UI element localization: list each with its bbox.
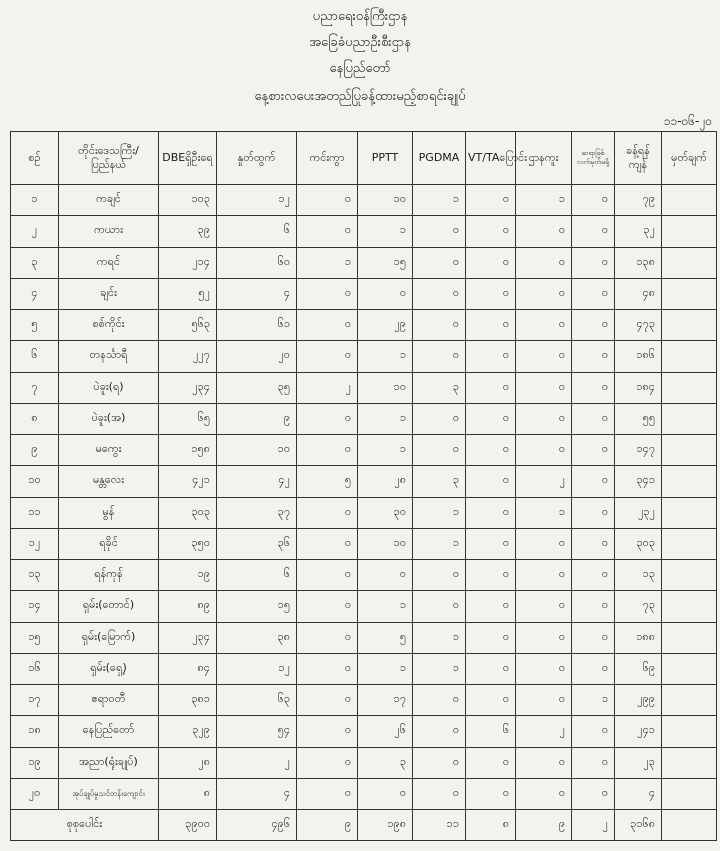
cell-resign: ၃၆ (217, 528, 297, 559)
cell-absent: ၀ (297, 528, 358, 559)
col-header-dbe: DBEရှိဦးရေ (159, 132, 217, 185)
cell-region: အညာ(ရုံးချုပ်) (59, 747, 159, 778)
cell-remark (662, 247, 717, 278)
cell-resign: ၆ (217, 216, 297, 247)
cell-vtta: ၀ (466, 278, 516, 309)
cell-remark (662, 653, 717, 684)
cell-vtta: ၀ (466, 622, 516, 653)
table-row (11, 278, 717, 309)
cell-resign: ၃၅ (217, 372, 297, 403)
cell-vtta: ၀ (466, 372, 516, 403)
cell-pptt: ၁၇ (358, 685, 413, 716)
cell-remark (662, 528, 717, 559)
cell-no: ၁၉ (11, 747, 59, 778)
cell-absent: ၅ (297, 466, 358, 497)
cell-no: ၁၇ (11, 685, 59, 716)
cell-transfer: ၀ (516, 435, 572, 466)
cell-pptt: ၁၀ (358, 185, 413, 216)
cell-transfer: ၀ (516, 403, 572, 434)
table-row (11, 341, 717, 372)
cell-remain: ၃၀၃ (615, 528, 662, 559)
cell-transfer: ၀ (516, 216, 572, 247)
cell-absent: ၀ (297, 560, 358, 591)
cell-transfer: ၀ (516, 247, 572, 278)
cell-pgdma: ၀ (413, 747, 466, 778)
table-row (11, 435, 717, 466)
cell-remain: ၄၇၃ (615, 310, 662, 341)
col-header-no: စဉ် (11, 132, 59, 185)
cell-transfer: ၀ (516, 591, 572, 622)
cell-region: အုပ်ချုပ်မှုသင်တန်းကျောင်း (59, 778, 159, 809)
total-absent: ၉ (297, 810, 358, 841)
table-row (11, 591, 717, 622)
cell-no-cert: ၀ (572, 247, 615, 278)
cell-remark (662, 560, 717, 591)
table-row (11, 372, 717, 403)
cell-remain: ၄ (615, 778, 662, 809)
cell-pgdma: ၀ (413, 716, 466, 747)
cell-vtta: ၀ (466, 247, 516, 278)
cell-region: ပဲခူး(ရ) (59, 372, 159, 403)
table-header-row (11, 132, 717, 185)
cell-remain: ၆၉ (615, 653, 662, 684)
cell-no-cert: ၀ (572, 341, 615, 372)
cell-no-cert: ၀ (572, 310, 615, 341)
table-row (11, 685, 717, 716)
cell-pgdma: ၀ (413, 778, 466, 809)
cell-absent: ၀ (297, 403, 358, 434)
cell-pptt: ၃ (358, 747, 413, 778)
cell-no-cert: ၀ (572, 372, 615, 403)
department-title: အခြေခံပညာဦးစီးဌာန (309, 35, 411, 50)
cell-resign: ၁၅ (217, 591, 297, 622)
cell-dbe: ၂၁၄ (159, 247, 217, 278)
cell-remain: ၃၄၁ (615, 466, 662, 497)
cell-pptt: ၁ (358, 653, 413, 684)
cell-transfer: ၀ (516, 310, 572, 341)
total-dbe: ၃၉၀၀ (159, 810, 217, 841)
cell-transfer: ၂ (516, 716, 572, 747)
cell-no: ၂ (11, 216, 59, 247)
cell-dbe: ၃၈၁ (159, 685, 217, 716)
cell-remark (662, 310, 717, 341)
table-body (11, 185, 717, 810)
cell-pgdma: ၁ (413, 497, 466, 528)
table-row (11, 216, 717, 247)
cell-dbe: ၁၀၃ (159, 185, 217, 216)
total-label: စုစုပေါင်း (11, 810, 159, 841)
cell-region: နေပြည်တော် (59, 716, 159, 747)
cell-transfer: ၀ (516, 685, 572, 716)
cell-transfer: ၁ (516, 185, 572, 216)
cell-no: ၅ (11, 310, 59, 341)
cell-pgdma: ၀ (413, 435, 466, 466)
cell-remain: ၄၈ (615, 278, 662, 309)
cell-region: ပဲခူး(အ) (59, 403, 159, 434)
cell-transfer: ၂ (516, 466, 572, 497)
cell-pptt: ၀ (358, 278, 413, 309)
total-remain: ၃၁၆၈ (615, 810, 662, 841)
cell-remark (662, 435, 717, 466)
cell-absent: ၀ (297, 653, 358, 684)
cell-dbe: ၈၉ (159, 591, 217, 622)
total-pgdma: ၁၁ (413, 810, 466, 841)
cell-region: ရှမ်း(မြောက်) (59, 622, 159, 653)
cell-no-cert: ၀ (572, 278, 615, 309)
cell-pgdma: ၀ (413, 216, 466, 247)
cell-pptt: ၀ (358, 778, 413, 809)
cell-remain: ၁၈၄ (615, 372, 662, 403)
cell-absent: ၀ (297, 622, 358, 653)
cell-pptt: ၁ (358, 216, 413, 247)
total-remark (662, 810, 717, 841)
col-header-resign: နှုတ်ထွက် (217, 132, 297, 185)
col-header-remark: မှတ်ချက် (662, 132, 717, 185)
cell-dbe: ၂၈ (159, 747, 217, 778)
cell-dbe: ၅၂ (159, 278, 217, 309)
document-title: နေ့စားလပေးအတည်ပြုခန့်ထားမည့်စာရင်းချုပ် (254, 89, 466, 104)
cell-transfer: ၀ (516, 747, 572, 778)
col-header-transfer: ဌာနကူး (516, 132, 572, 185)
cell-remain: ၁၄၇ (615, 435, 662, 466)
cell-remark (662, 341, 717, 372)
cell-no-cert: ၀ (572, 403, 615, 434)
table-row (11, 185, 717, 216)
cell-vtta: ၀ (466, 216, 516, 247)
col-header-pptt: PPTT (358, 132, 413, 185)
cell-resign: ၅၄ (217, 716, 297, 747)
cell-pgdma: ၁ (413, 622, 466, 653)
ministry-title: ပညာရေးဝန်ကြီးဌာန (312, 9, 408, 24)
cell-remark (662, 685, 717, 716)
cell-absent: ၀ (297, 778, 358, 809)
cell-no: ၁၁ (11, 497, 59, 528)
cell-remain: ၁၃ (615, 560, 662, 591)
cell-absent: ၀ (297, 497, 358, 528)
cell-pptt: ၀ (358, 560, 413, 591)
cell-remark (662, 747, 717, 778)
cell-remain: ၇၃ (615, 591, 662, 622)
cell-remark (662, 372, 717, 403)
cell-resign: ၁၂ (217, 653, 297, 684)
cell-pgdma: ၀ (413, 278, 466, 309)
cell-remark (662, 278, 717, 309)
cell-absent: ၀ (297, 278, 358, 309)
cell-vtta: ၀ (466, 528, 516, 559)
total-row (11, 810, 717, 841)
cell-remark (662, 185, 717, 216)
cell-no: ၁၆ (11, 653, 59, 684)
cell-no: ၃ (11, 247, 59, 278)
cell-dbe: ၂၃၄ (159, 622, 217, 653)
cell-vtta: ၀ (466, 341, 516, 372)
cell-no: ၆ (11, 341, 59, 372)
cell-region: တနင်္သာရီ (59, 341, 159, 372)
cell-pgdma: ၀ (413, 685, 466, 716)
total-no-cert: ၂ (572, 810, 615, 841)
cell-no-cert: ၀ (572, 560, 615, 591)
cell-resign: ၆ (217, 560, 297, 591)
cell-absent: ၂ (297, 372, 358, 403)
cell-no-cert: ၀ (572, 435, 615, 466)
cell-transfer: ၀ (516, 778, 572, 809)
cell-dbe: ၅၆၃ (159, 310, 217, 341)
cell-remain: ၅၅ (615, 403, 662, 434)
col-header-absent: ကင်းကွာ (297, 132, 358, 185)
cell-remark (662, 622, 717, 653)
summary-table (10, 131, 717, 841)
cell-no: ၄ (11, 278, 59, 309)
cell-no-cert: ၀ (572, 747, 615, 778)
cell-vtta: ၀ (466, 778, 516, 809)
cell-no: ၁၂ (11, 528, 59, 559)
cell-pptt: ၁၅ (358, 247, 413, 278)
cell-pgdma: ၁ (413, 528, 466, 559)
cell-dbe: ၆၅ (159, 403, 217, 434)
cell-region: ရှမ်း(တောင်) (59, 591, 159, 622)
cell-resign: ၄ (217, 778, 297, 809)
cell-no: ၁၄ (11, 591, 59, 622)
cell-resign: ၆၃ (217, 685, 297, 716)
cell-transfer: ၀ (516, 528, 572, 559)
cell-remark (662, 497, 717, 528)
cell-no-cert: ၀ (572, 466, 615, 497)
cell-remark (662, 716, 717, 747)
table-row (11, 560, 717, 591)
cell-pptt: ၂၈ (358, 466, 413, 497)
cell-no: ၁ (11, 185, 59, 216)
cell-pptt: ၃၀ (358, 497, 413, 528)
cell-absent: ၀ (297, 435, 358, 466)
cell-vtta: ၀ (466, 685, 516, 716)
cell-region: ရှမ်း(ရှေ့) (59, 653, 159, 684)
cell-remain: ၇၉ (615, 185, 662, 216)
table-row (11, 622, 717, 653)
cell-dbe: ၃၀၃ (159, 497, 217, 528)
cell-no-cert: ၀ (572, 185, 615, 216)
cell-vtta: ၀ (466, 185, 516, 216)
cell-dbe: ၃၅၀ (159, 528, 217, 559)
cell-dbe: ၄၂၁ (159, 466, 217, 497)
cell-region: မွန် (59, 497, 159, 528)
cell-no-cert: ၀ (572, 528, 615, 559)
cell-remain: ၃၂ (615, 216, 662, 247)
cell-pptt: ၂၉ (358, 310, 413, 341)
cell-resign: ၆၀ (217, 247, 297, 278)
cell-remain: ၁၈၆ (615, 341, 662, 372)
cell-pgdma: ၁ (413, 185, 466, 216)
cell-no-cert: ၀ (572, 591, 615, 622)
cell-pptt: ၁ (358, 341, 413, 372)
cell-vtta: ၀ (466, 560, 516, 591)
cell-vtta: ၆ (466, 716, 516, 747)
cell-pgdma: ၃ (413, 466, 466, 497)
cell-vtta: ၀ (466, 747, 516, 778)
col-header-vtta: VT/TAပြောင်း (466, 132, 516, 185)
cell-pgdma: ၀ (413, 560, 466, 591)
cell-pptt: ၅ (358, 622, 413, 653)
cell-transfer: ၀ (516, 341, 572, 372)
cell-absent: ၁ (297, 247, 358, 278)
cell-absent: ၀ (297, 685, 358, 716)
cell-region: ဧရာဝတီ (59, 685, 159, 716)
cell-remark (662, 216, 717, 247)
cell-region: ကရင် (59, 247, 159, 278)
cell-vtta: ၀ (466, 435, 516, 466)
cell-resign: ၄ (217, 278, 297, 309)
cell-dbe: ၂၂၇ (159, 341, 217, 372)
cell-dbe: ၃၉ (159, 216, 217, 247)
cell-dbe: ၁၉ (159, 560, 217, 591)
total-transfer: ၉ (516, 810, 572, 841)
col-header-pgdma: PGDMA (413, 132, 466, 185)
cell-absent: ၀ (297, 747, 358, 778)
cell-pptt: ၁၀ (358, 372, 413, 403)
table-row (11, 747, 717, 778)
table-row (11, 778, 717, 809)
table-row (11, 403, 717, 434)
table-row (11, 653, 717, 684)
cell-remain: ၂၃ (615, 747, 662, 778)
cell-region: ကချင် (59, 185, 159, 216)
cell-no-cert: ၀ (572, 778, 615, 809)
total-pptt: ၁၉၈ (358, 810, 413, 841)
cell-transfer: ၀ (516, 278, 572, 309)
cell-remark (662, 403, 717, 434)
cell-no-cert: ၀ (572, 497, 615, 528)
total-resign: ၄၉၆ (217, 810, 297, 841)
cell-resign: ၄၂ (217, 466, 297, 497)
cell-vtta: ၀ (466, 653, 516, 684)
cell-remain: ၂၃၂ (615, 497, 662, 528)
cell-region: ရန်ကုန် (59, 560, 159, 591)
cell-no-cert: ၀ (572, 653, 615, 684)
table-row (11, 497, 717, 528)
cell-remark (662, 591, 717, 622)
cell-resign: ၃၈ (217, 622, 297, 653)
location-title: နေပြည်တော် (329, 61, 391, 76)
cell-remark (662, 466, 717, 497)
cell-pgdma: ၀ (413, 591, 466, 622)
cell-pptt: ၁ (358, 435, 413, 466)
cell-pgdma: ၀ (413, 247, 466, 278)
cell-resign: ၉ (217, 403, 297, 434)
cell-no: ၂၀ (11, 778, 59, 809)
cell-no: ၉ (11, 435, 59, 466)
cell-remain: ၂၉၉ (615, 685, 662, 716)
cell-pptt: ၁၀ (358, 528, 413, 559)
cell-region: ရခိုင် (59, 528, 159, 559)
cell-region: မန္တလေး (59, 466, 159, 497)
cell-region: ကယား (59, 216, 159, 247)
cell-region: စစ်ကိုင်း (59, 310, 159, 341)
cell-resign: ၁၀ (217, 435, 297, 466)
cell-vtta: ၀ (466, 310, 516, 341)
cell-remain: ၁၃၈ (615, 247, 662, 278)
total-vtta: ၈ (466, 810, 516, 841)
cell-absent: ၀ (297, 216, 358, 247)
cell-no: ၁၈ (11, 716, 59, 747)
cell-remain: ၁၈၈ (615, 622, 662, 653)
cell-region: မကွေး (59, 435, 159, 466)
cell-pgdma: ၃ (413, 372, 466, 403)
cell-absent: ၀ (297, 341, 358, 372)
cell-pgdma: ၀ (413, 341, 466, 372)
cell-pptt: ၁ (358, 591, 413, 622)
cell-dbe: ၂၃၄ (159, 372, 217, 403)
cell-no-cert: ၀ (572, 216, 615, 247)
table-row (11, 528, 717, 559)
cell-no-cert: ၁ (572, 685, 615, 716)
cell-transfer: ၀ (516, 372, 572, 403)
cell-resign: ၁၂ (217, 185, 297, 216)
col-header-region: တိုင်းဒေသကြီး/ပြည်နယ် (59, 132, 159, 185)
cell-no: ၁၀ (11, 466, 59, 497)
table-row (11, 716, 717, 747)
cell-no-cert: ၀ (572, 716, 615, 747)
document-date: ၁၁-၀၆-၂၀ (663, 114, 712, 128)
cell-no: ၇ (11, 372, 59, 403)
col-header-remain: ခန့်ရန်ကျန် (615, 132, 662, 185)
cell-dbe: ၈၄ (159, 653, 217, 684)
cell-dbe: ၃၂၉ (159, 716, 217, 747)
cell-vtta: ၀ (466, 466, 516, 497)
cell-vtta: ၀ (466, 403, 516, 434)
cell-transfer: ၀ (516, 560, 572, 591)
cell-dbe: ၁၅၈ (159, 435, 217, 466)
col-header-no-cert: ဆရာဖြစ်လက်မှတ်မရှိ (572, 132, 615, 185)
cell-absent: ၀ (297, 310, 358, 341)
cell-absent: ၀ (297, 185, 358, 216)
cell-resign: ၃၇ (217, 497, 297, 528)
cell-vtta: ၀ (466, 497, 516, 528)
cell-resign: ၆၁ (217, 310, 297, 341)
cell-transfer: ၀ (516, 622, 572, 653)
cell-pptt: ၁ (358, 403, 413, 434)
table-row (11, 247, 717, 278)
cell-no-cert: ၀ (572, 622, 615, 653)
cell-pptt: ၂၆ (358, 716, 413, 747)
cell-absent: ၀ (297, 716, 358, 747)
table-row (11, 310, 717, 341)
table-row (11, 466, 717, 497)
cell-vtta: ၀ (466, 591, 516, 622)
cell-region: ချင်း (59, 278, 159, 309)
cell-no: ၈ (11, 403, 59, 434)
cell-pgdma: ၁ (413, 653, 466, 684)
cell-remain: ၂၄၁ (615, 716, 662, 747)
cell-pgdma: ၀ (413, 310, 466, 341)
cell-pgdma: ၀ (413, 403, 466, 434)
cell-transfer: ၁ (516, 497, 572, 528)
cell-remark (662, 778, 717, 809)
cell-absent: ၀ (297, 591, 358, 622)
cell-transfer: ၀ (516, 653, 572, 684)
cell-no: ၁၅ (11, 622, 59, 653)
cell-dbe: ၈ (159, 778, 217, 809)
cell-resign: ၂ (217, 747, 297, 778)
cell-resign: ၂၀ (217, 341, 297, 372)
cell-no: ၁၃ (11, 560, 59, 591)
